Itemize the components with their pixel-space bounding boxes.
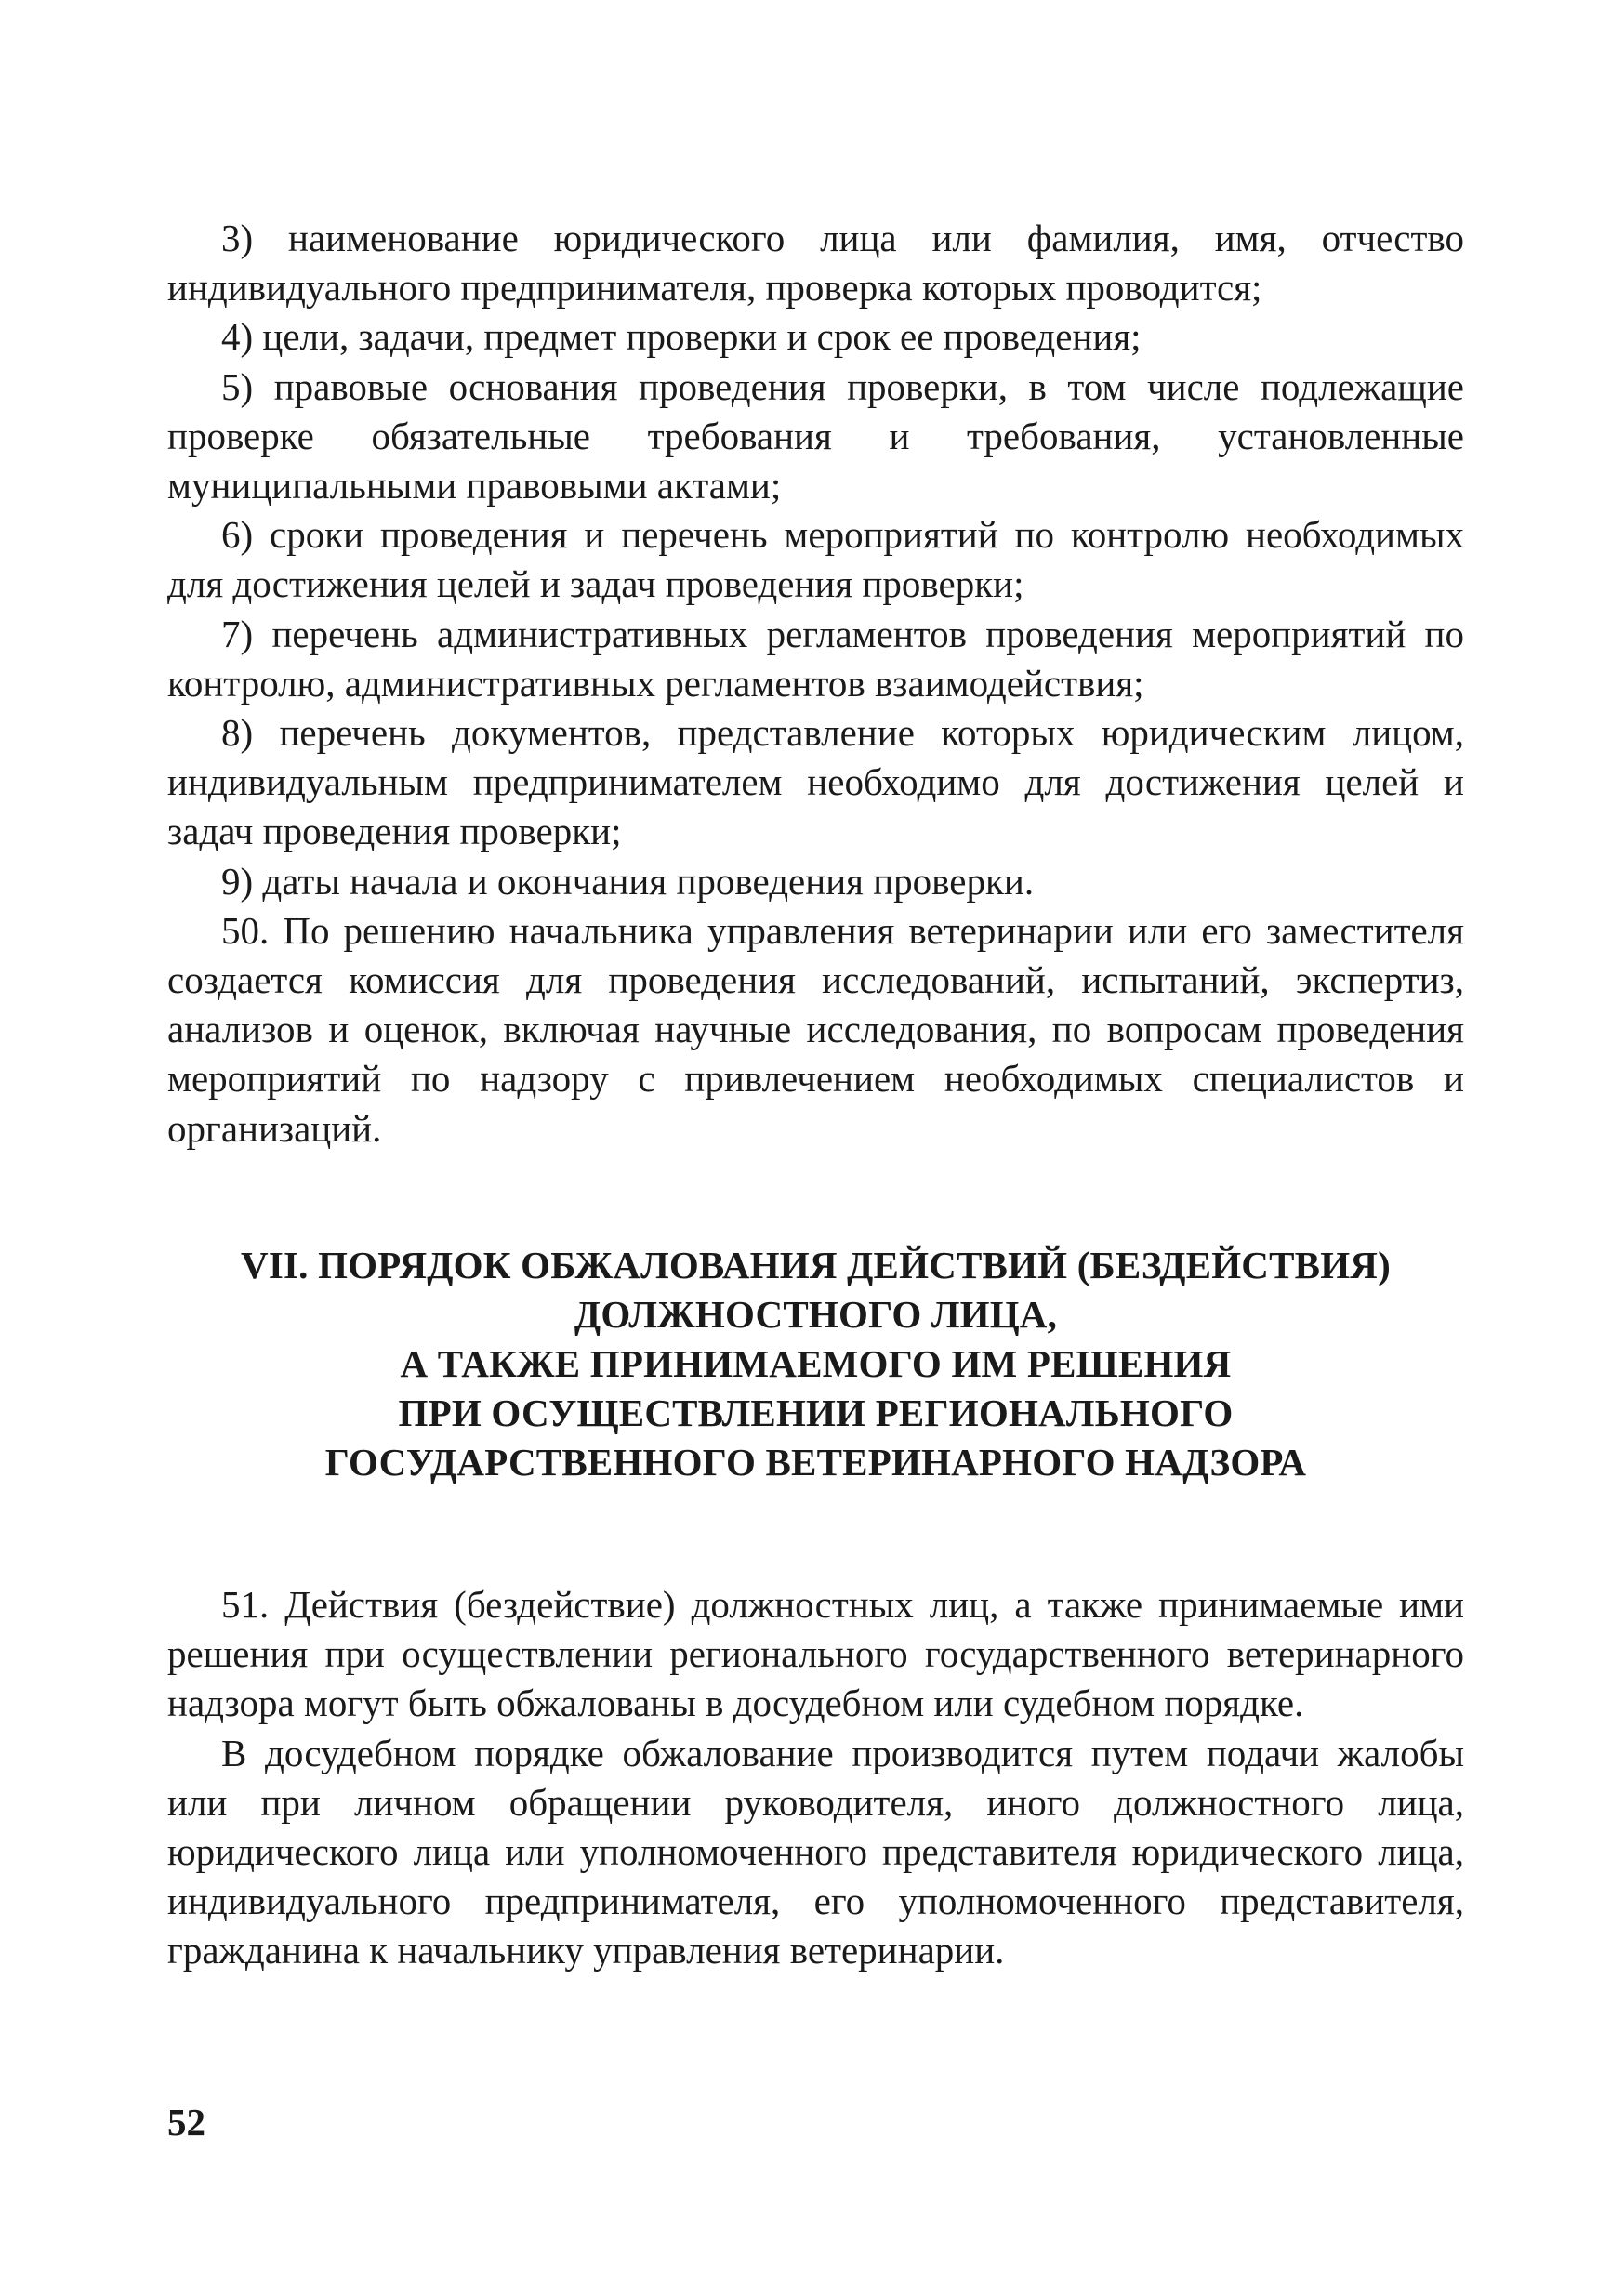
paragraph-clause-51: 51. Действия (бездействие) должностных лиц, а также принимаемые ими решения при осуществлении регионального государственного ветеринарного надзора могут быть обжалованы в досудебном или судебном порядке. — [167, 1583, 1464, 1725]
paragraph-item-3: 3) наименование юридического лица или фамилия, имя, отчество индивидуального предпринимателя, проверка которых проводится; — [167, 217, 1464, 310]
paragraph-item-9: 9) даты начала и окончания проведения проверки. — [221, 859, 1035, 903]
paragraph-pretrial-appeal: В досудебном порядке обжалование производится путем подачи жалобы или при личном обращении руководителя, иного должностного лица, юридического лица или уполномоченного представителя юридического лица, индивидуального предпринимателя, его уполномоченного представителя, гражданина к начальнику управления ветеринарии. — [167, 1731, 1464, 1972]
paragraph-item-5: 5) правовые основания проведения проверки, в том числе подлежащие проверке обязательные требования и требования, установленные муниципальными правовыми актами; — [167, 364, 1464, 508]
paragraph-item-7: 7) перечень административных регламентов проведения мероприятий по контролю, административных регламентов взаимодействия; — [167, 612, 1464, 705]
paragraph-item-8: 8) перечень документов, представление которых юридическим лицом, индивидуальным предпринимателем необходимо для достижения целей и задач проведения проверки; — [167, 711, 1464, 853]
page-number: 52 — [167, 2101, 205, 2143]
paragraph-item-4: 4) цели, задачи, предмет проверки и срок ее проведения; — [221, 315, 1142, 359]
section-heading-line: А ТАКЖЕ ПРИНИМАЕМОГО ИМ РЕШЕНИЯ — [400, 1342, 1232, 1385]
section-heading-line: ДОЛЖНОСТНОГО ЛИЦА, — [574, 1293, 1058, 1336]
section-heading-line: ГОСУДАРСТВЕННОГО ВЕТЕРИНАРНОГО НАДЗОРА — [324, 1441, 1307, 1484]
paragraph-item-6: 6) сроки проведения и перечень мероприятий по контролю необходимых для достижения целей и задач проведения проверки; — [167, 513, 1464, 606]
section-heading — [167, 1241, 1464, 1487]
upper-body-text — [167, 214, 1464, 1154]
section-heading-line: VII. ПОРЯДОК ОБЖАЛОВАНИЯ ДЕЙСТВИЙ (БЕЗДЕЙСТВИЯ) — [241, 1244, 1391, 1286]
paragraph-clause-50: 50. По решению начальника управления ветеринарии или его заместителя создается комиссия для проведения исследований, испытаний, экспертиз, анализов и оценок, включая научные исследования, по вопросам проведения мероприятий по надзору с привлечением необходимых специалистов и организаций. — [167, 908, 1464, 1150]
lower-body-text — [167, 1580, 1464, 1976]
section-heading-line: ПРИ ОСУЩЕСТВЛЕНИИ РЕГИОНАЛЬНОГО — [398, 1392, 1234, 1434]
